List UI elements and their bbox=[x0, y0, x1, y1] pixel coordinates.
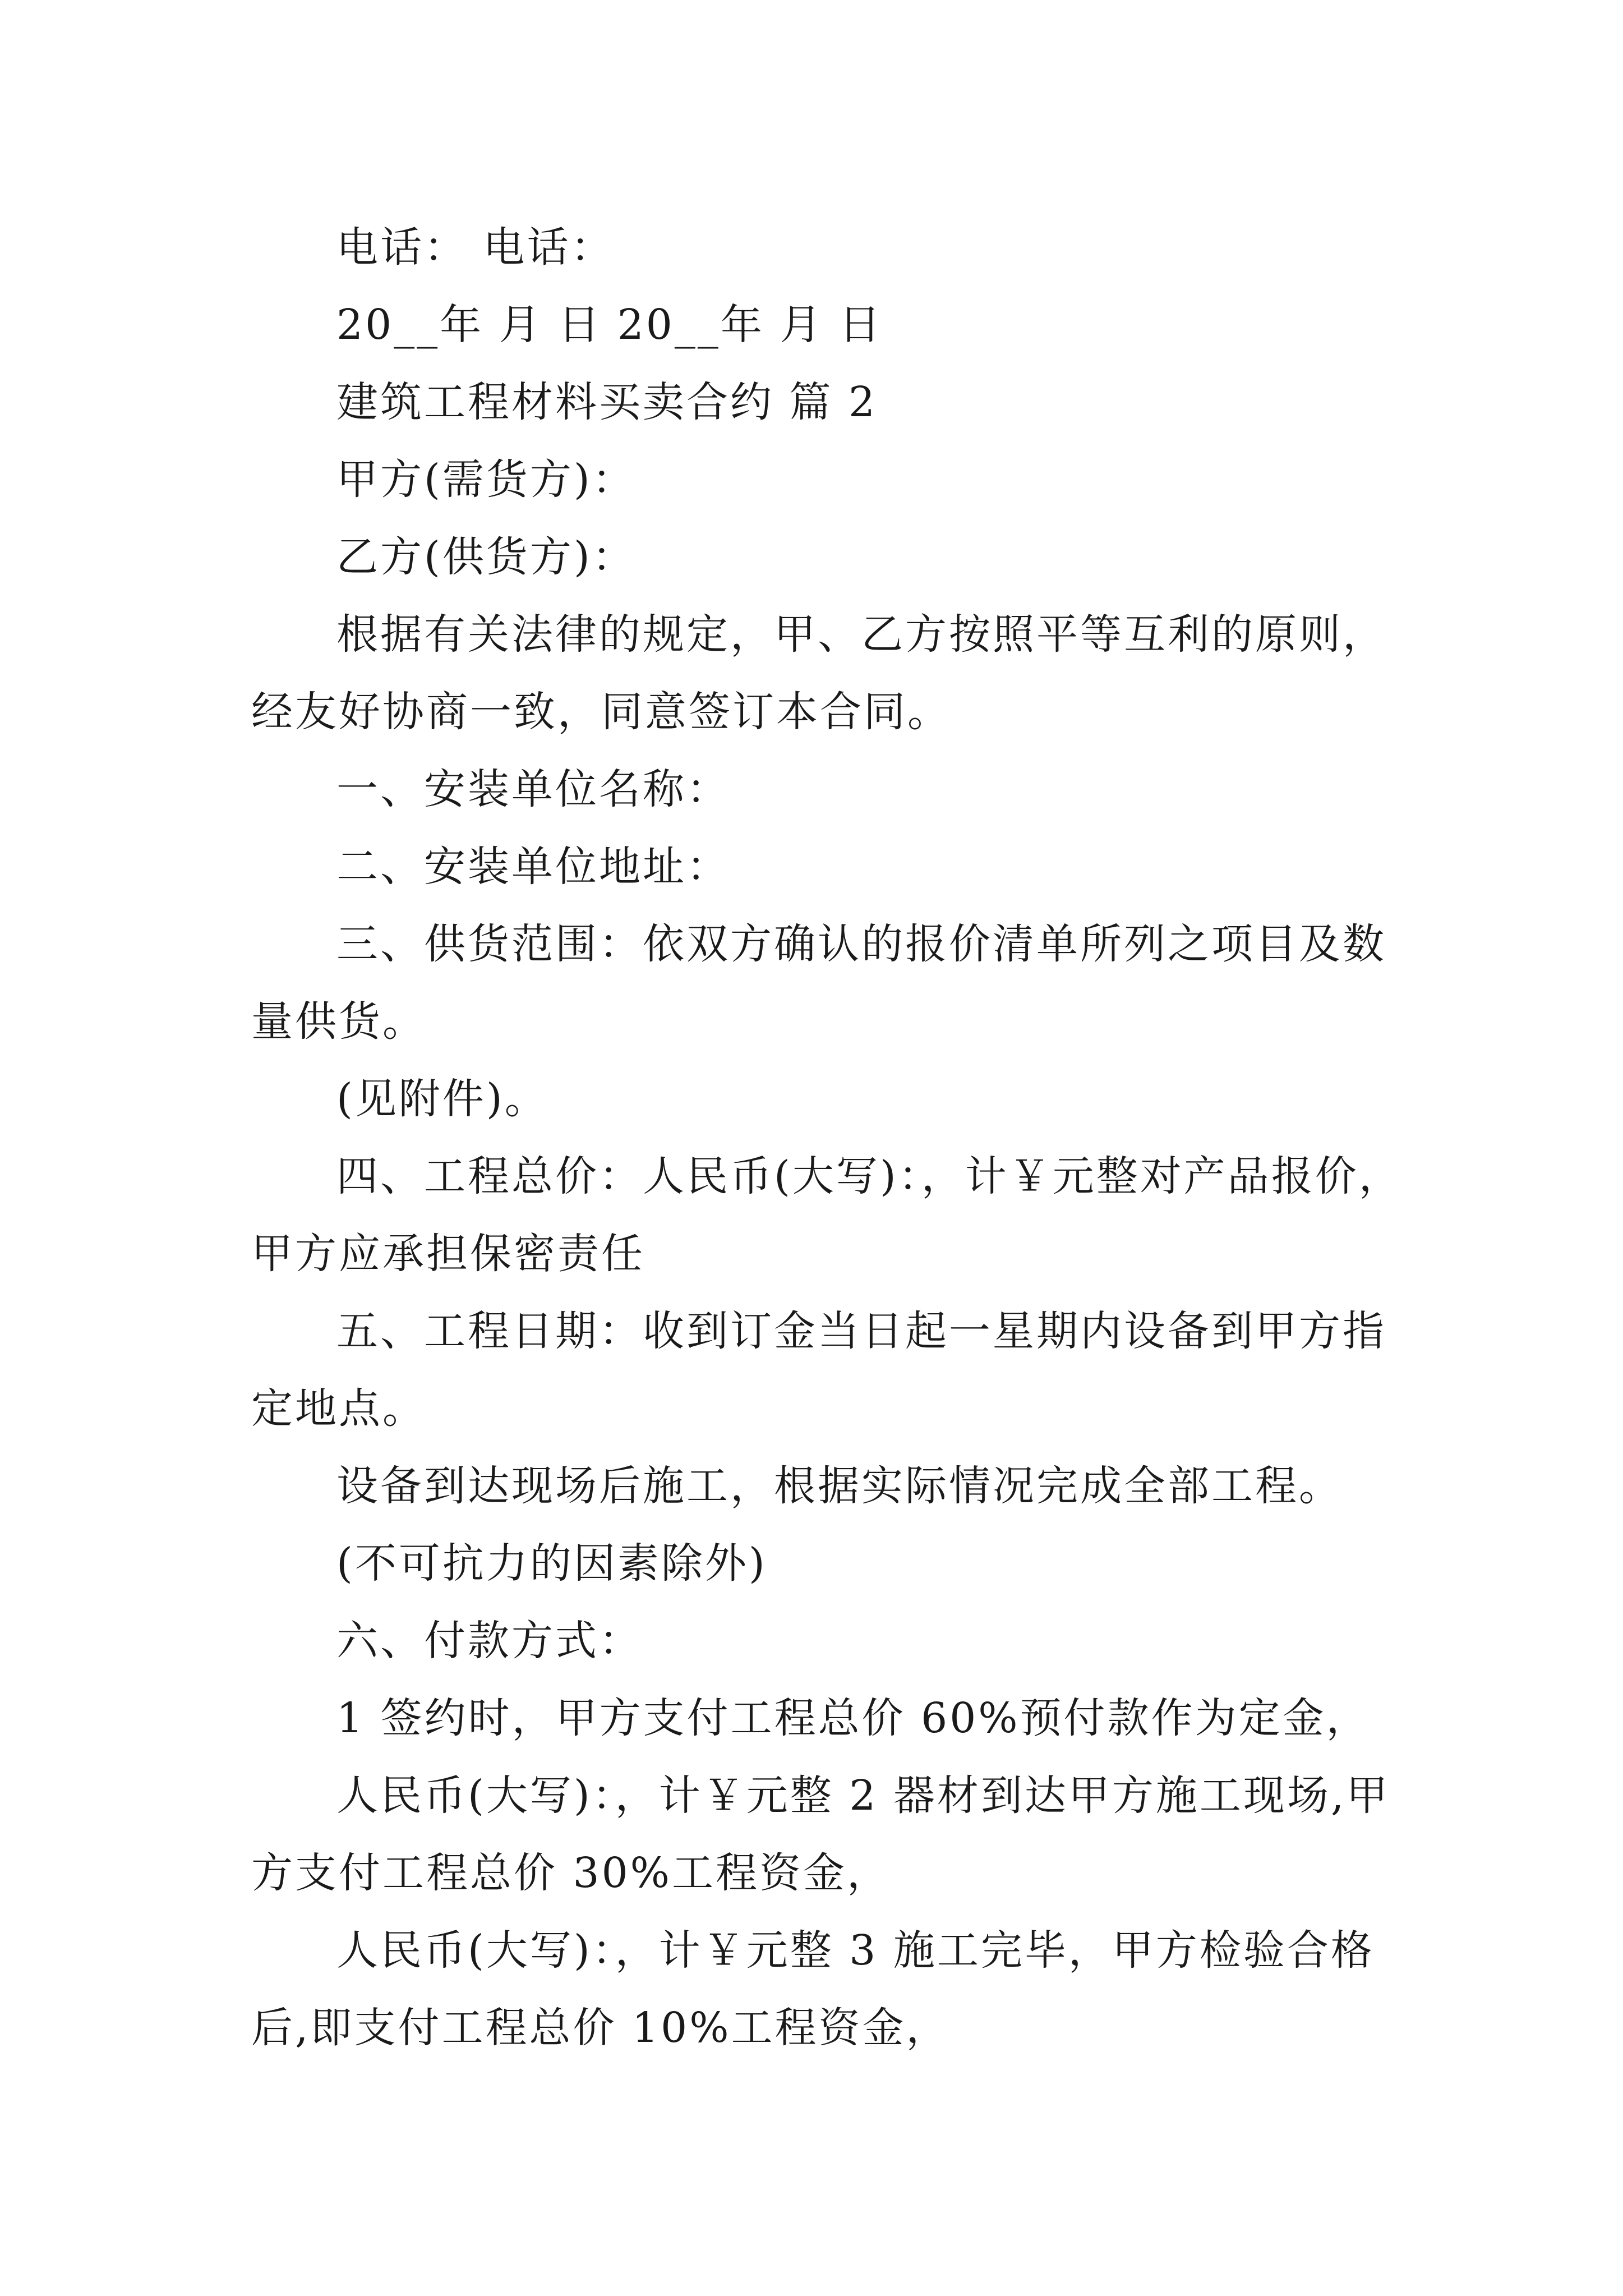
document-body bbox=[251, 209, 1403, 2067]
text-line: 方支付工程总价 30%工程资金， bbox=[251, 1849, 891, 1897]
text-line: 电话： 电话： bbox=[336, 223, 615, 272]
text-line: 甲方应承担保密责任 bbox=[251, 1230, 645, 1278]
text-line: (不可抗力的因素除外) bbox=[336, 1539, 767, 1588]
text-line: 二、安装单位地址： bbox=[336, 843, 730, 891]
text-line: 一、安装单位名称： bbox=[336, 765, 730, 813]
text-line: 设备到达现场后施工，根据实际情况完成全部工程。 bbox=[336, 1462, 1343, 1510]
text-line: 乙方(供货方)： bbox=[336, 533, 636, 581]
text-line: 经友好协商一致，同意签订本合同。 bbox=[251, 688, 951, 736]
text-line: 量供货。 bbox=[251, 997, 426, 1046]
text-line: 定地点。 bbox=[251, 1384, 426, 1433]
text-line: 人民币(大写)：，计￥元整 2 器材到达甲方施工现场,甲 bbox=[336, 1772, 1390, 1820]
text-line: 根据有关法律的规定，甲、乙方按照平等互利的原则， bbox=[336, 610, 1386, 659]
text-line: 五、工程日期：收到订金当日起一星期内设备到甲方指 bbox=[336, 1307, 1386, 1355]
text-line: (见附件)。 bbox=[336, 1075, 548, 1123]
section-heading: 建筑工程材料买卖合约 篇 2 bbox=[336, 378, 878, 426]
text-line: 1 签约时，甲方支付工程总价 60%预付款作为定金， bbox=[336, 1694, 1370, 1742]
text-line: 六、付款方式： bbox=[336, 1617, 643, 1665]
text-line: 20__年 月 日 20__年 月 日 bbox=[336, 301, 883, 349]
text-line: 四、工程总价：人民币(大写)：，计￥元整对产品报价， bbox=[336, 1152, 1403, 1200]
text-line: 后,即支付工程总价 10%工程资金， bbox=[251, 2004, 950, 2052]
text-line: 人民币(大写)：，计￥元整 3 施工完毕，甲方检验合格 bbox=[336, 1926, 1375, 1975]
text-line: 三、供货范围：依双方确认的报价清单所列之项目及数 bbox=[336, 920, 1386, 968]
text-line: 甲方(需货方)： bbox=[336, 455, 636, 504]
